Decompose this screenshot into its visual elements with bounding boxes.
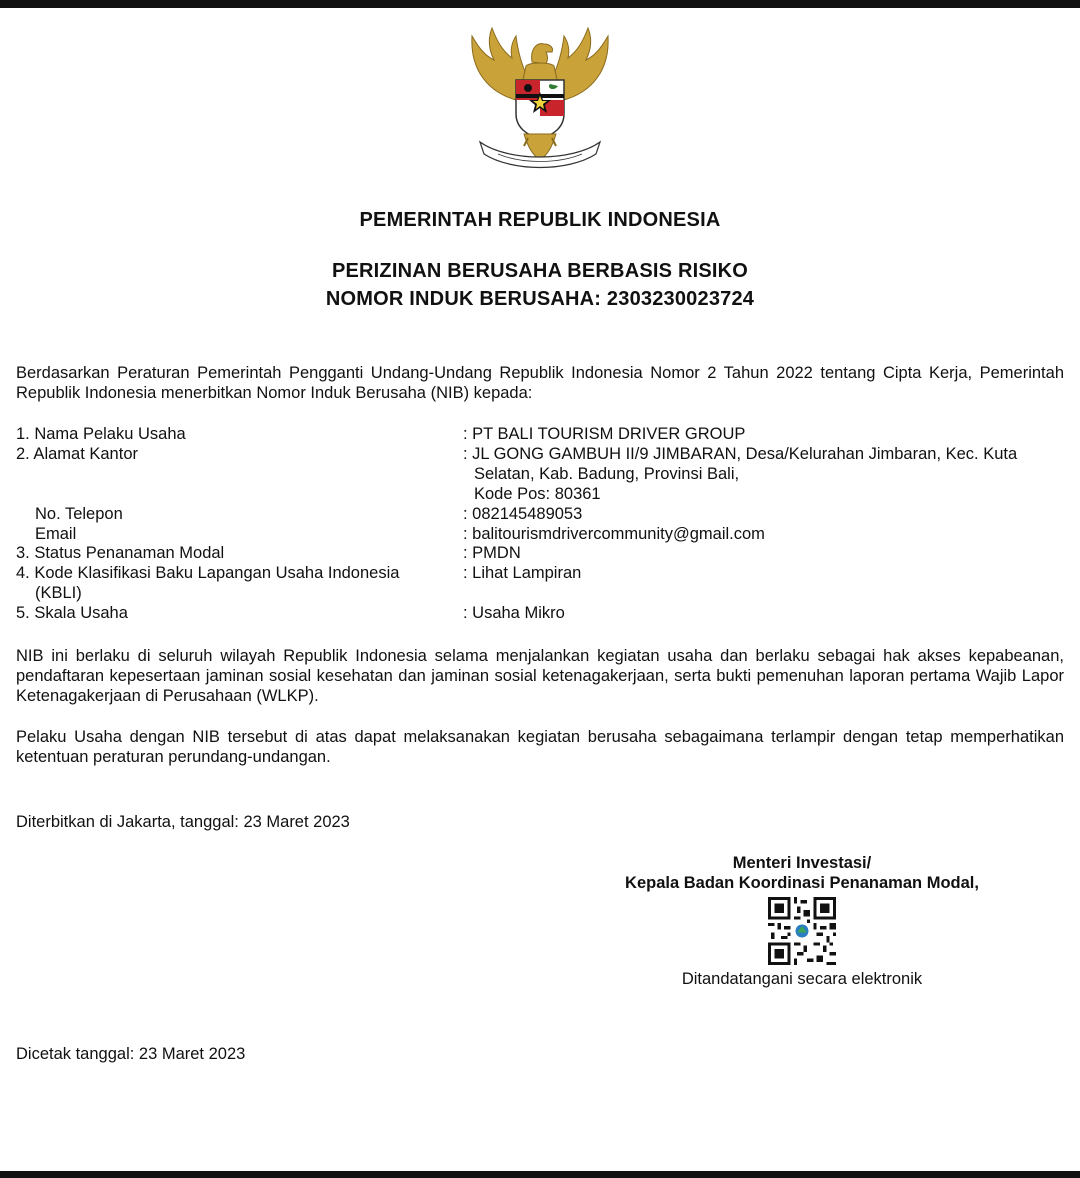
electronic-signature-note: Ditandatangani secara elektronik [681, 970, 923, 988]
printed-date: Dicetak tanggal: 23 Maret 2023 [16, 1045, 246, 1063]
phone-value: : 082145489053 [463, 505, 583, 523]
phone-label: No. Telepon [35, 505, 123, 523]
capital-status-value: : PMDN [463, 544, 521, 562]
email-value: : balitourismdrivercommunity@gmail.com [463, 525, 765, 543]
garuda-emblem-icon [458, 22, 622, 184]
signature-block [582, 853, 1022, 989]
qr-code-icon [768, 897, 836, 965]
kbli-label [16, 563, 399, 603]
business-name-value: : PT BALI TOURISM DRIVER GROUP [463, 425, 746, 443]
government-title: PEMERINTAH REPUBLIK INDONESIA [359, 209, 721, 231]
business-name-label: 1. Nama Pelaku Usaha [16, 425, 186, 443]
kbli-label-line-1: 4. Kode Klasifikasi Baku Lapangan Usaha Indonesia [16, 564, 400, 582]
business-scale-value: : Usaha Mikro [463, 604, 565, 622]
signatory-title-1: Menteri Investasi/ [732, 854, 872, 872]
nib-number: NOMOR INDUK BERUSAHA: 2303230023724 [325, 288, 755, 310]
validity-paragraph: NIB ini berlaku di seluruh wilayah Republik Indonesia selama menjalankan kegiatan usaha dan berlaku sebagai hak akses kepabeanan, pendaftaran kepesertaan jaminan sosial kesehatan dan jaminan sosial ketenagakerjaan, serta bukti pemenuhan laporan pertama Wajib Lapor Ketenagakerjaan di Perusahaan (WLKP). [16, 647, 1064, 705]
business-scale-label: 5. Skala Usaha [16, 604, 128, 622]
kbli-label-line-2: (KBLI) [35, 584, 82, 602]
bottom-border [0, 1171, 1080, 1178]
address-line-2: Selatan, Kab. Badung, Provinsi Bali, [474, 465, 740, 483]
permit-title: PERIZINAN BERUSAHA BERBASIS RISIKO [331, 260, 749, 282]
kbli-value: : Lihat Lampiran [463, 564, 582, 582]
usage-paragraph: Pelaku Usaha dengan NIB tersebut di atas dapat melaksanakan kegiatan berusaha sebagaimana terlampir dengan tetap memperhatikan ketentuan peraturan perundang-undangan. [16, 728, 1064, 766]
top-border [0, 0, 1080, 8]
issued-date: Diterbitkan di Jakarta, tanggal: 23 Maret 2023 [16, 813, 350, 831]
email-label: Email [35, 525, 77, 543]
signatory-title-2: Kepala Badan Koordinasi Penanaman Modal, [625, 874, 979, 892]
capital-status-label: 3. Status Penanaman Modal [16, 544, 225, 562]
address-line-3: Kode Pos: 80361 [474, 485, 601, 503]
address-line-1: : JL GONG GAMBUH II/9 JIMBARAN, Desa/Kelurahan Jimbaran, Kec. Kuta [463, 445, 1018, 463]
intro-paragraph: Berdasarkan Peraturan Pemerintah Pengganti Undang-Undang Republik Indonesia Nomor 2 Tahun 2022 tentang Cipta Kerja, Pemerintah Republik Indonesia menerbitkan Nomor Induk Berusaha (NIB) kepada: [16, 364, 1064, 402]
office-address-label: 2. Alamat Kantor [16, 445, 138, 463]
office-address-value [463, 444, 1017, 504]
